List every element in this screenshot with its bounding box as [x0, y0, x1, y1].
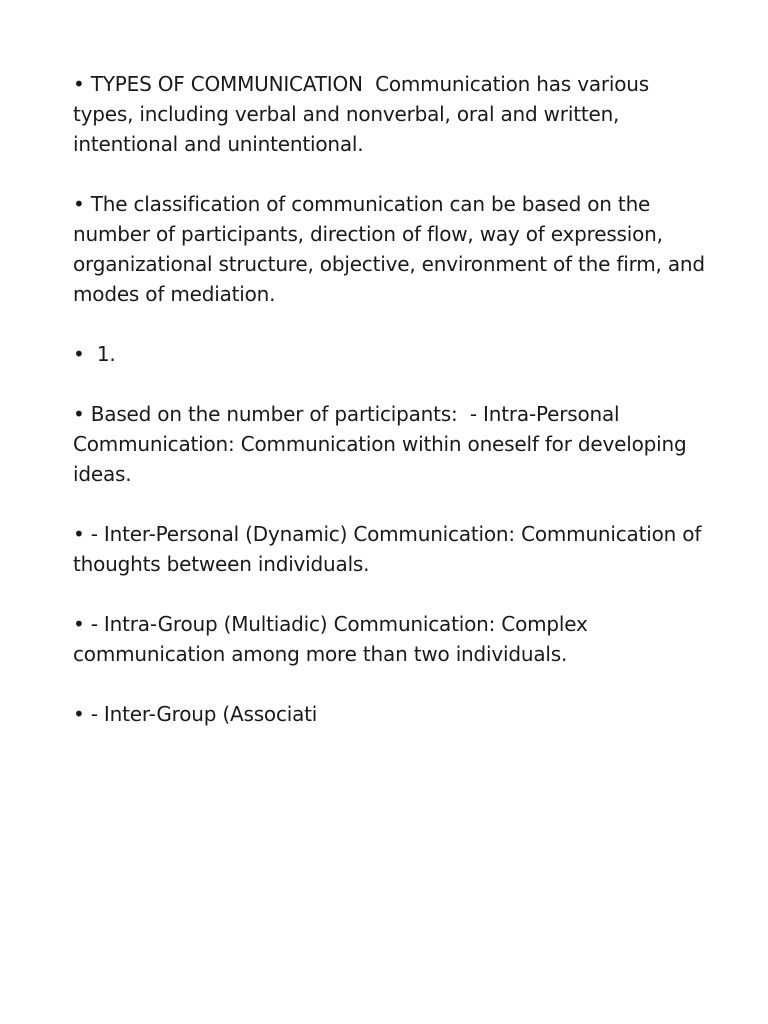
- paragraph-inter-group: • - Inter-Group (Associati: [73, 702, 318, 726]
- paragraph-number-one: • 1.: [73, 342, 116, 366]
- paragraph-intra-group: • - Intra-Group (Multiadic) Communication: Complex communication among more than two individuals.: [73, 612, 594, 666]
- paragraph-classification: • The classification of communication can be based on the number of participants, direction of flow, way of expression, organizational structure, objective, environment of the firm, and modes of mediation.: [73, 192, 712, 306]
- document-page: [73, 69, 713, 759]
- paragraph-number-of-participants: • Based on the number of participants: - Intra-Personal Communication: Communication within oneself for developing ideas.: [73, 402, 693, 486]
- paragraph-types-of-communication: • TYPES OF COMMUNICATION Communication has various types, including verbal and nonverbal, oral and written, intentional and unintentional.: [73, 72, 656, 156]
- paragraph-inter-personal: • - Inter-Personal (Dynamic) Communication: Communication of thoughts between individuals.: [73, 522, 708, 576]
